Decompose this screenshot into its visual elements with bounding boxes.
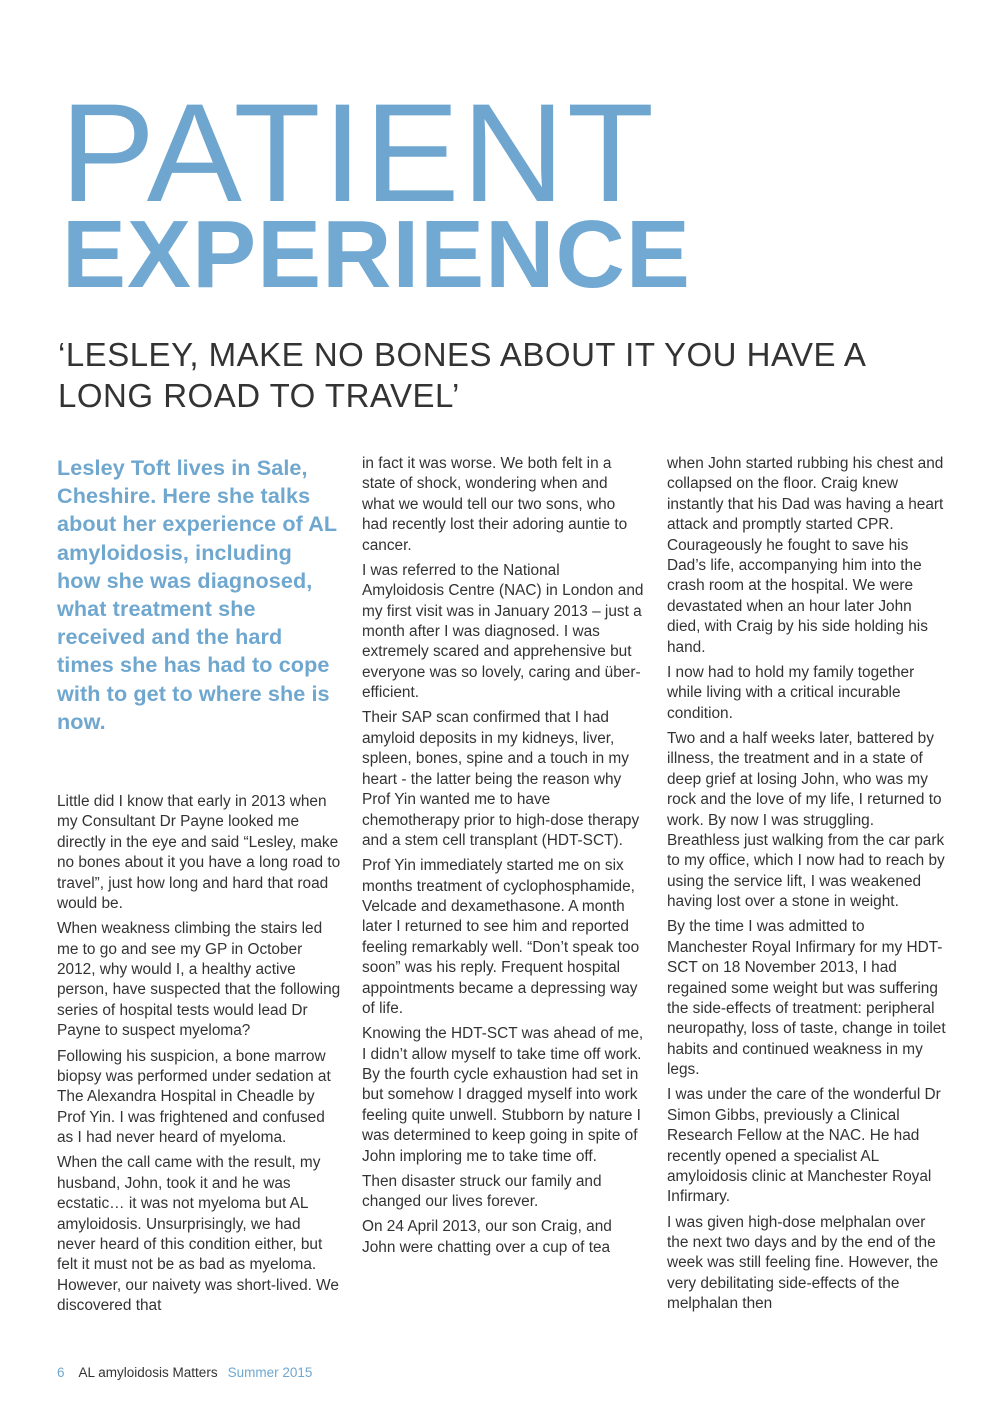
paragraph: When the call came with the result, my husband, John, took it and he was ecstatic… it was not myeloma but AL amyloidosis. Unsurprisingly, we had never heard of this condition either, but felt it must not be as bad as myeloma. However, our naivety was short-lived. We discovered that: [57, 1154, 339, 1315]
column-2: [362, 454, 644, 1263]
intro-standfirst: Lesley Toft lives in Sale, Cheshire. Here she talks about her experience of AL amyloidosis, including how she was diagnosed, what treatment she received and the hard times she has had to cope with to get to where she is now.: [57, 455, 337, 734]
paragraph: I was referred to the National Amyloidosis Centre (NAC) in London and my first visit was in January 2013 – just a month after I was diagnosed. I was extremely scared and apprehensive but everyone was so lovely, caring and über-efficient.: [362, 561, 644, 702]
column-1: [57, 454, 341, 1321]
paragraph: Knowing the HDT-SCT was ahead of me, I didn’t allow myself to take time off work. By the fourth cycle exhaustion had set in but somehow I dragged myself into work feeling quite unwell. Stubborn by nature I was determined to keep going in spite of John imploring me to take time off.: [362, 1025, 644, 1165]
paragraph: On 24 April 2013, our son Craig, and John were chatting over a cup of tea: [362, 1218, 612, 1256]
paragraph: when John started rubbing his chest and collapsed on the floor. Craig knew instantly that his Dad was having a heart attack and promptly started CPR. Courageously he fought to save his Dad’s life, accompanying him into the crash room at the hospital. We were devastated when an hour later John died, with Craig by his side holding his hand.: [667, 455, 944, 656]
paragraph: in fact it was worse. We both felt in a state of shock, wondering when and what we would tell our two sons, who had recently lost their adoring auntie to cancer.: [362, 455, 628, 554]
paragraph: I was given high-dose melphalan over the next two days and by the end of the week was still feeling fine. However, the very debilitating side-effects of the melphalan then: [667, 1213, 939, 1313]
page-footer: [57, 1364, 312, 1382]
title-experience: EXPERIENCE: [62, 201, 691, 308]
page-number: 6: [57, 1365, 65, 1380]
paragraph: I now had to hold my family together while living with a critical incurable condition.: [667, 663, 915, 722]
paragraph: When weakness climbing the stairs led me to go and see my GP in October 2012, why would I, a healthy active person, have suspected that the following series of hospital tests would lead Dr Payne to suspect myeloma?: [57, 920, 341, 1040]
paragraph: Little did I know that early in 2013 when my Consultant Dr Payne looked me directly in the eye and said “Lesley, make no bones about it you have a long road to travel”, just how long and hard that road would be.: [57, 793, 341, 913]
paragraph: Two and a half weeks later, battered by illness, the treatment and in a state of deep grief at losing John, who was my rock and the love of my life, I returned to work. By now I was struggling. Breathless just walking from the car park to my office, which I now had to reach by using the service lift, I was weakened having lost over a stone in weight.: [667, 729, 945, 911]
paragraph: Prof Yin immediately started me on six months treatment of cyclophosphamide, Velcade and dexamethasone. A month later I returned to see him and reported feeling remarkably well. “Don’t speak too soon” was his reply. Frequent hospital appointments became a depressing way of life.: [362, 857, 640, 1017]
article-subtitle: ‘LESLEY, MAKE NO BONES ABOUT IT YOU HAVE A LONG ROAD TO TRAVEL’: [58, 336, 865, 414]
title-patient: PATIENT: [60, 74, 657, 231]
issue-date: Summer 2015: [227, 1365, 313, 1380]
paragraph: Then disaster struck our family and changed our lives forever.: [362, 1172, 602, 1211]
paragraph: Following his suspicion, a bone marrow biopsy was performed under sedation at The Alexandra Hospital in Cheadle by Prof Yin. I was frightened and confused as I had never heard of myeloma.: [57, 1047, 331, 1147]
paragraph: I was under the care of the wonderful Dr Simon Gibbs, previously a Clinical Research Fellow at the NAC. He had recently opened a specialist AL amyloidosis clinic at Manchester Royal Infirmary.: [667, 1086, 941, 1206]
magazine-name: AL amyloidosis Matters: [78, 1365, 218, 1380]
paragraph: By the time I was admitted to Manchester Royal Infirmary for my HDT-SCT on 18 November 2013, I had regained some weight but was suffering the side-effects of treatment: peripheral neuropathy, loss of taste, change in toilet habits and continued weakness in my legs.: [667, 918, 946, 1079]
paragraph: Their SAP scan confirmed that I had amyloid deposits in my kidneys, liver, spleen, bones, spine and a touch in my heart - the latter being the reason why Prof Yin wanted me to have chemotherapy prior to high-dose therapy and a stem cell transplant (HDT-SCT).: [362, 709, 640, 849]
column-3: [667, 454, 949, 1319]
